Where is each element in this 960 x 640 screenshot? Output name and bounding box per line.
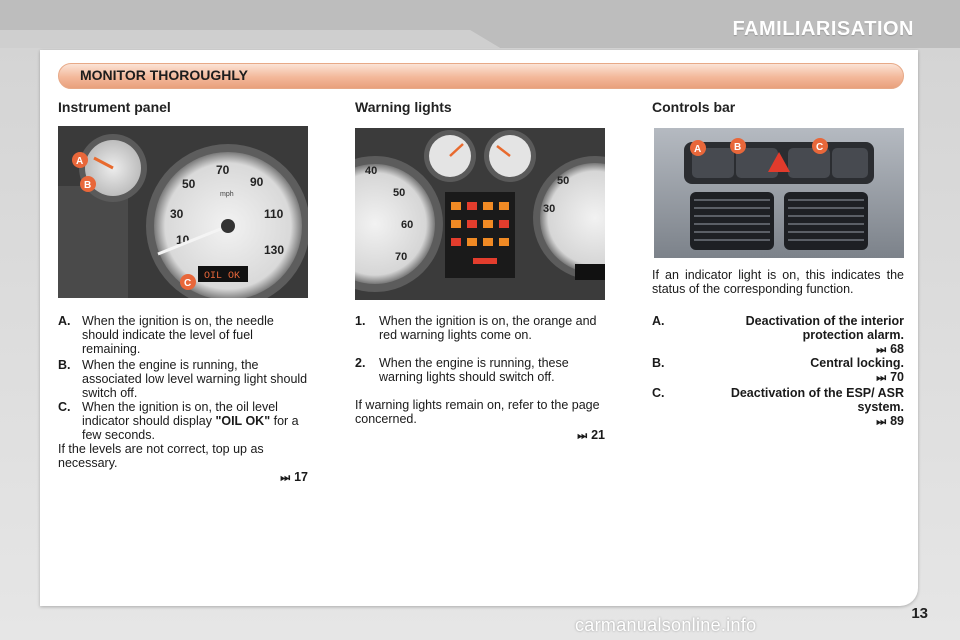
instrument-note: If the levels are not correct, top up as necessary.	[58, 442, 264, 470]
item-key: A.	[652, 314, 665, 328]
page-ref-link[interactable]: ⏭ 68	[876, 342, 904, 356]
controls-bar-photo	[654, 128, 904, 258]
gauge-number: 30	[170, 207, 184, 221]
control-item-c	[652, 386, 904, 429]
ref-arrow-icon: ⏭	[876, 416, 887, 428]
control-item-b	[652, 356, 904, 385]
svg-text:A: A	[76, 156, 84, 167]
item-label: Central locking.	[810, 356, 904, 370]
ref-arrow-icon: ⏭	[577, 430, 588, 442]
lcd-display: OIL OK	[204, 271, 241, 282]
warning-note: If warning lights remain on, refer to the page concerned.	[355, 398, 600, 426]
svg-text:A: A	[694, 144, 702, 155]
watermark: carmanualsonline.info	[575, 615, 757, 635]
control-item-a	[652, 314, 904, 357]
controls-bar-heading: Controls bar	[652, 99, 736, 115]
svg-text:C: C	[184, 278, 192, 289]
item-key: C.	[58, 400, 71, 414]
page-ref-link[interactable]: ⏭ 70	[876, 370, 904, 384]
item-text: When the ignition is on, the oil level indicator should display "OIL OK" for a few seconds.	[82, 400, 299, 442]
instrument-panel-photo	[58, 126, 308, 298]
warning-item-2	[355, 356, 607, 384]
page-number: 13	[911, 605, 928, 622]
instrument-item-a	[58, 314, 310, 356]
item-key: 2.	[355, 356, 366, 370]
gauge-number: 130	[264, 243, 285, 257]
svg-text:B: B	[84, 180, 92, 191]
chapter-title: FAMILIARISATION	[732, 18, 914, 40]
warning-lights-heading: Warning lights	[355, 99, 452, 115]
gauge-number: 50	[182, 177, 196, 191]
item-text: When the engine is running, these warning lights should switch off.	[379, 356, 569, 384]
gauge-number: 70	[395, 251, 408, 263]
ref-arrow-icon: ⏭	[876, 344, 887, 356]
page-ref-link[interactable]: ⏭ 89	[876, 414, 904, 428]
page-ref-link[interactable]: ⏭ 21	[577, 428, 605, 442]
gauge-number: 70	[216, 163, 230, 177]
svg-text:B: B	[734, 142, 742, 153]
warning-item-1	[355, 314, 607, 342]
gauge-number: 10	[176, 233, 190, 247]
instrument-item-b	[58, 358, 310, 400]
item-key: A.	[58, 314, 71, 328]
gauge-number: 50	[557, 175, 570, 187]
item-key: C.	[652, 386, 665, 400]
item-key: B.	[58, 358, 71, 372]
item-text: When the engine is running, the associated low level warning light should switch off.	[82, 358, 308, 400]
ref-arrow-icon: ⏭	[280, 472, 291, 484]
svg-text:C: C	[816, 142, 824, 153]
item-key: 1.	[355, 314, 366, 328]
item-key: B.	[652, 356, 665, 370]
item-text: When the ignition is on, the needle should indicate the level of fuel remaining.	[82, 314, 274, 356]
warning-lights-photo	[355, 128, 605, 300]
gauge-number: 110	[264, 207, 284, 221]
gauge-number: 60	[401, 219, 414, 231]
item-text: When the ignition is on, the orange and red warning lights come on.	[379, 314, 597, 342]
item-label: Deactivation of the interior protection alarm.	[745, 314, 904, 342]
item-label: Deactivation of the ESP/ ASR system.	[730, 386, 904, 414]
gauge-number: 90	[250, 175, 264, 189]
gauge-number: 40	[365, 165, 378, 177]
gauge-number: 50	[393, 187, 406, 199]
ref-arrow-icon: ⏭	[876, 372, 887, 384]
section-title: MONITOR THOROUGHLY	[80, 67, 249, 83]
gauge-number: 30	[543, 203, 556, 215]
page-ref-link[interactable]: ⏭ 17	[280, 470, 308, 484]
controls-intro: If an indicator light is on, this indicates the status of the corresponding function.	[652, 268, 904, 296]
gauge-unit: mph	[220, 191, 234, 198]
instrument-panel-heading: Instrument panel	[58, 99, 171, 115]
instrument-item-c	[58, 400, 310, 442]
